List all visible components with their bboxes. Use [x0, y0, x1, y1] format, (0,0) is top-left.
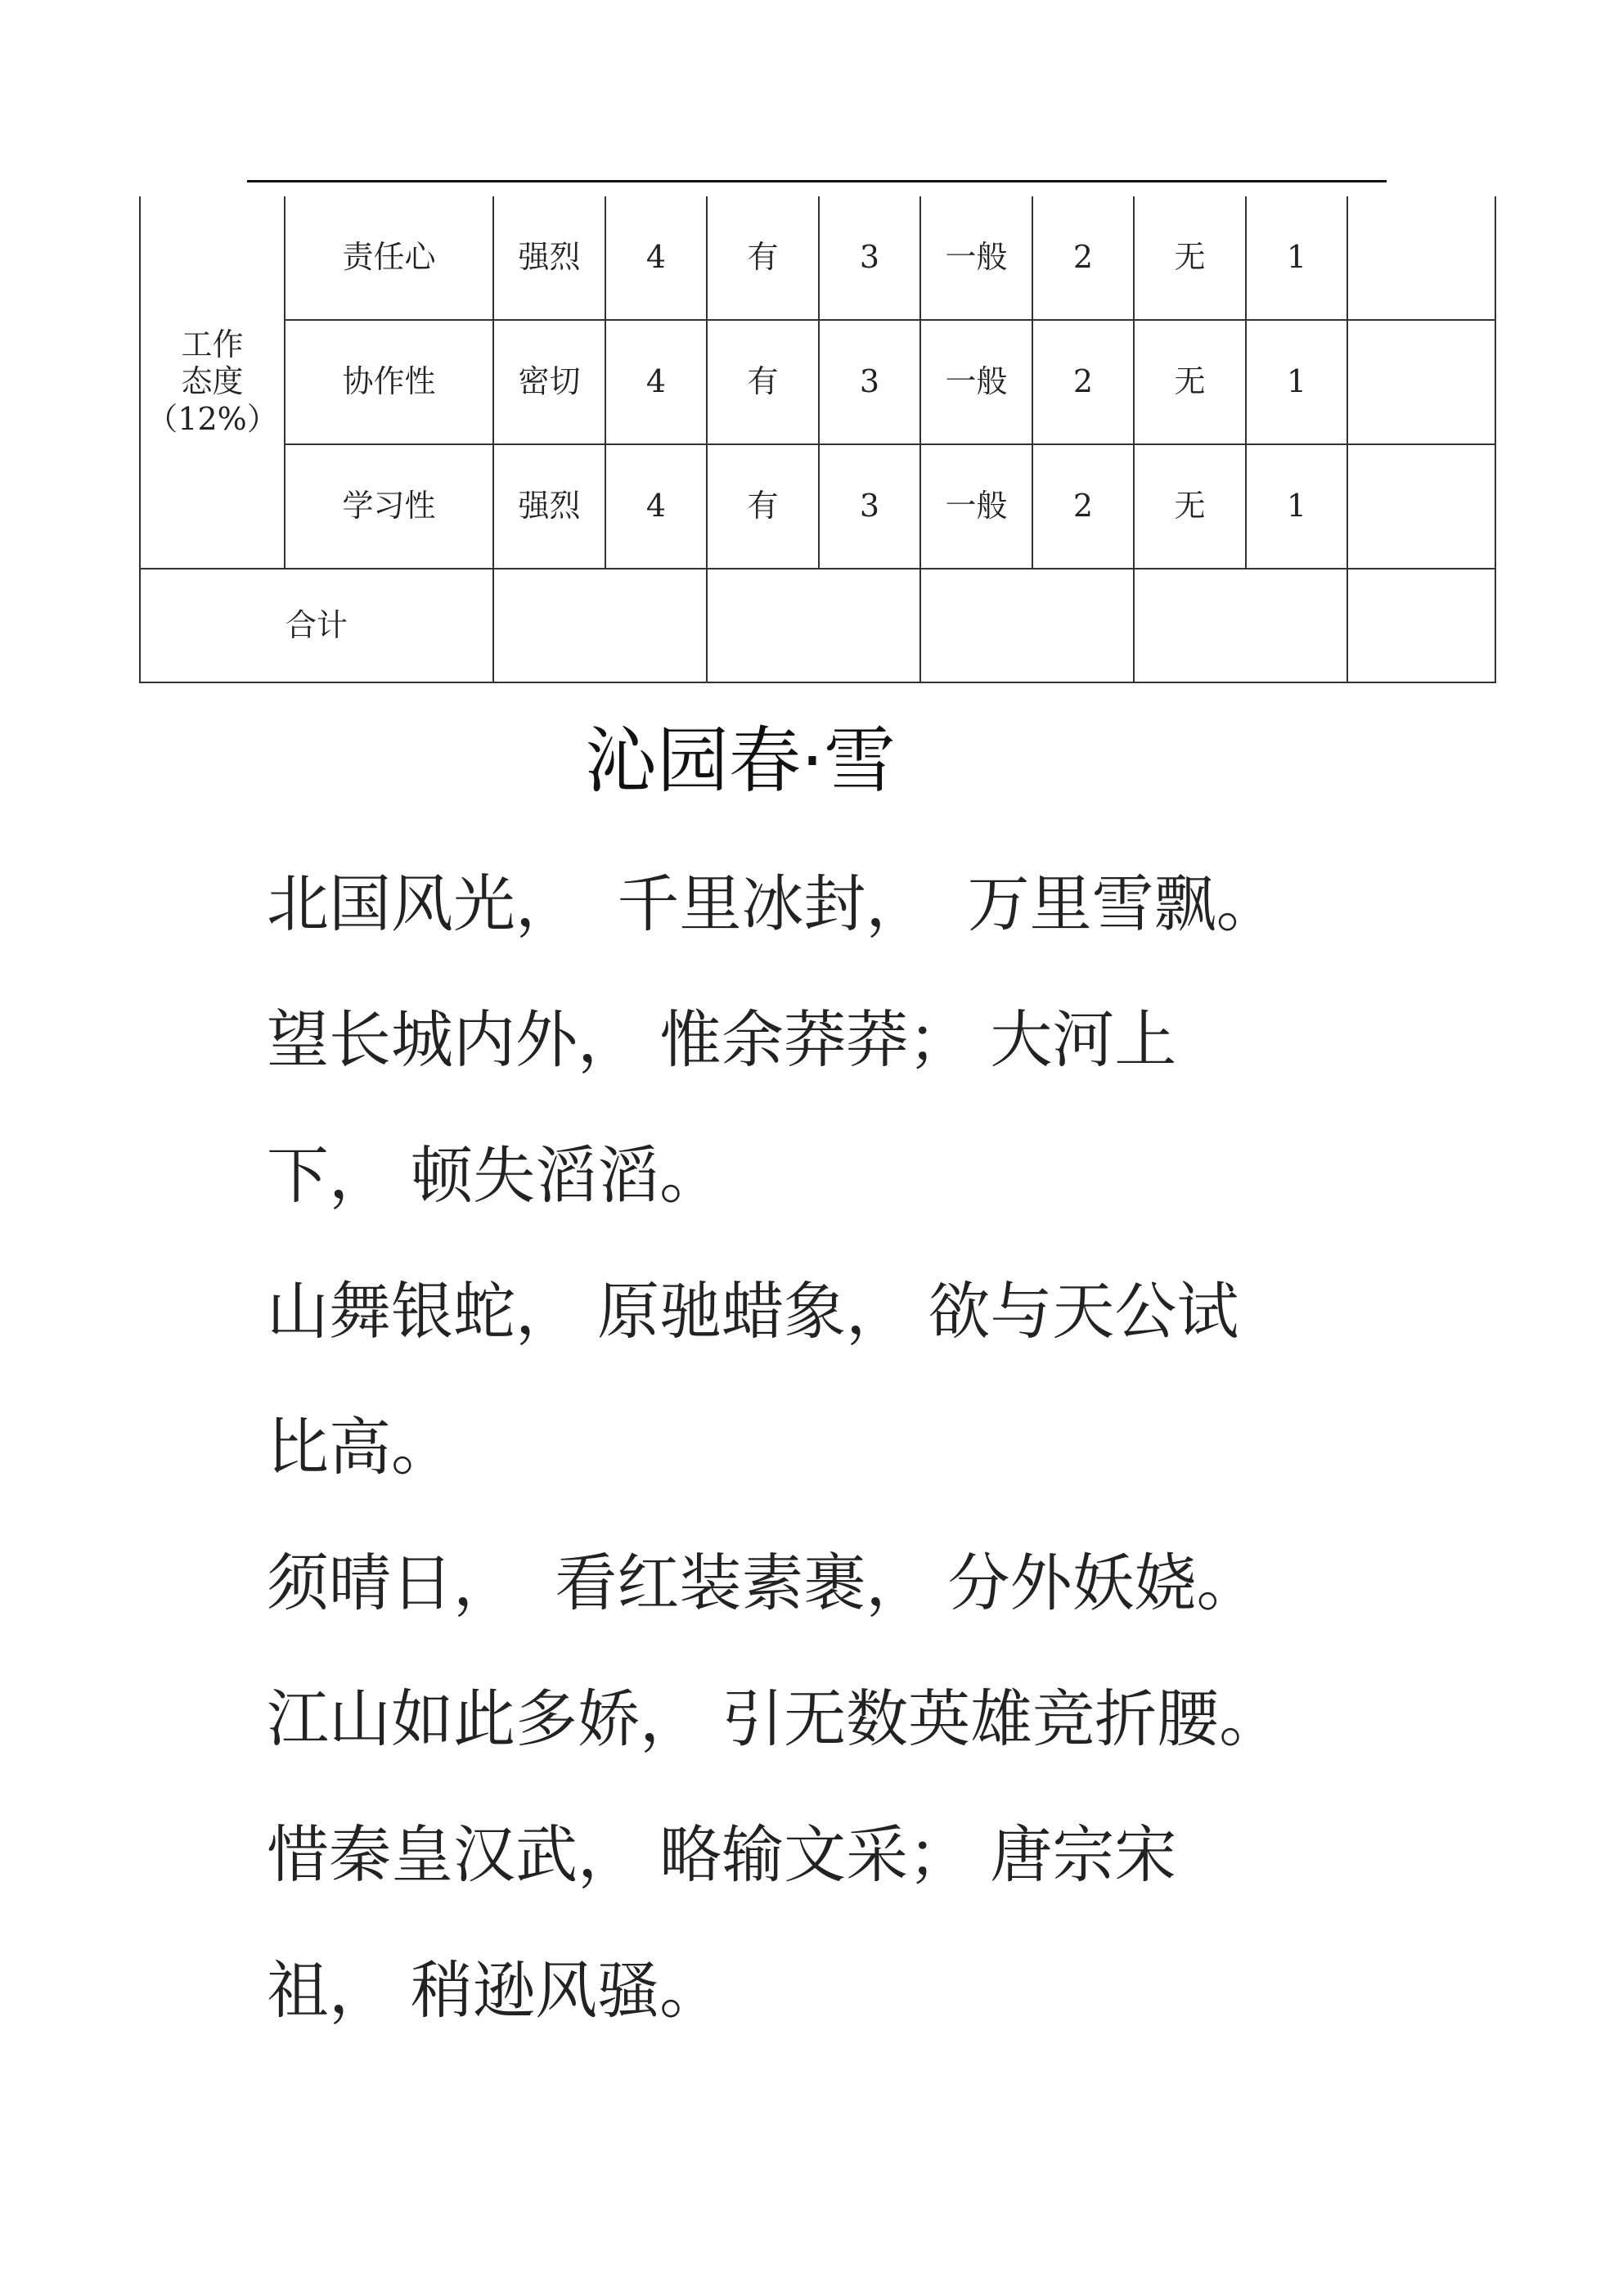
table-row: [140, 444, 1495, 569]
table-row: [140, 320, 1495, 444]
score-cell: 1: [1246, 320, 1347, 444]
score-cell: 4: [605, 444, 707, 569]
poem-line: 惜秦皇汉武， 略输文采； 唐宗宋: [267, 1818, 1177, 1891]
poem-title: 沁园春·雪: [585, 718, 896, 803]
evaluation-table: [139, 196, 1496, 683]
result-cell[interactable]: [1347, 196, 1495, 320]
poem-line: 望长城内外， 惟余莽莽； 大河上: [267, 1003, 1177, 1076]
total-label: 合计: [140, 569, 493, 682]
table-row: [140, 196, 1495, 320]
result-cell[interactable]: [1347, 320, 1495, 444]
category-cell: [140, 196, 285, 569]
criteria-cell: 无: [1134, 320, 1246, 444]
header-rule: [247, 180, 1387, 182]
result-cell[interactable]: [1347, 444, 1495, 569]
score-cell: 3: [819, 444, 920, 569]
criteria-cell: 一般: [920, 196, 1032, 320]
total-cell[interactable]: [707, 569, 920, 682]
poem-line: 祖， 稍逊风骚。: [267, 1954, 722, 2027]
criteria-cell: 有: [707, 320, 819, 444]
criteria-cell: 强烈: [493, 444, 605, 569]
criteria-cell: 有: [707, 444, 819, 569]
criteria-cell: 一般: [920, 444, 1032, 569]
category-label: 工作 态度 （12%）: [146, 326, 278, 437]
item-cell: 责任心: [285, 196, 493, 320]
poem-line: 下， 顿失滔滔。: [267, 1139, 722, 1212]
score-cell: 3: [819, 196, 920, 320]
score-cell: 1: [1246, 444, 1347, 569]
poem-line: 江山如此多娇， 引无数英雄竞折腰。: [267, 1682, 1282, 1755]
poem-line: 北国风光， 千里冰封， 万里雪飘。: [267, 867, 1279, 940]
score-cell: 3: [819, 320, 920, 444]
score-cell: 4: [605, 320, 707, 444]
criteria-cell: 无: [1134, 196, 1246, 320]
total-cell[interactable]: [1347, 569, 1495, 682]
poem-line: 比高。: [267, 1411, 453, 1483]
score-cell: 2: [1032, 196, 1134, 320]
total-row: [140, 569, 1495, 682]
criteria-cell: 无: [1134, 444, 1246, 569]
total-cell[interactable]: [493, 569, 707, 682]
score-cell: 4: [605, 196, 707, 320]
item-cell: 协作性: [285, 320, 493, 444]
poem-body: [267, 836, 1428, 2059]
total-cell[interactable]: [1134, 569, 1347, 682]
criteria-cell: 密切: [493, 320, 605, 444]
item-cell: 学习性: [285, 444, 493, 569]
total-cell[interactable]: [920, 569, 1134, 682]
criteria-cell: 强烈: [493, 196, 605, 320]
score-cell: 1: [1246, 196, 1347, 320]
score-cell: 2: [1032, 320, 1134, 444]
poem-line: 须晴日， 看红装素裹， 分外妖娆。: [267, 1546, 1259, 1619]
criteria-cell: 一般: [920, 320, 1032, 444]
criteria-cell: 有: [707, 196, 819, 320]
poem-line: 山舞银蛇， 原驰蜡象， 欲与天公试: [267, 1275, 1239, 1348]
score-cell: 2: [1032, 444, 1134, 569]
